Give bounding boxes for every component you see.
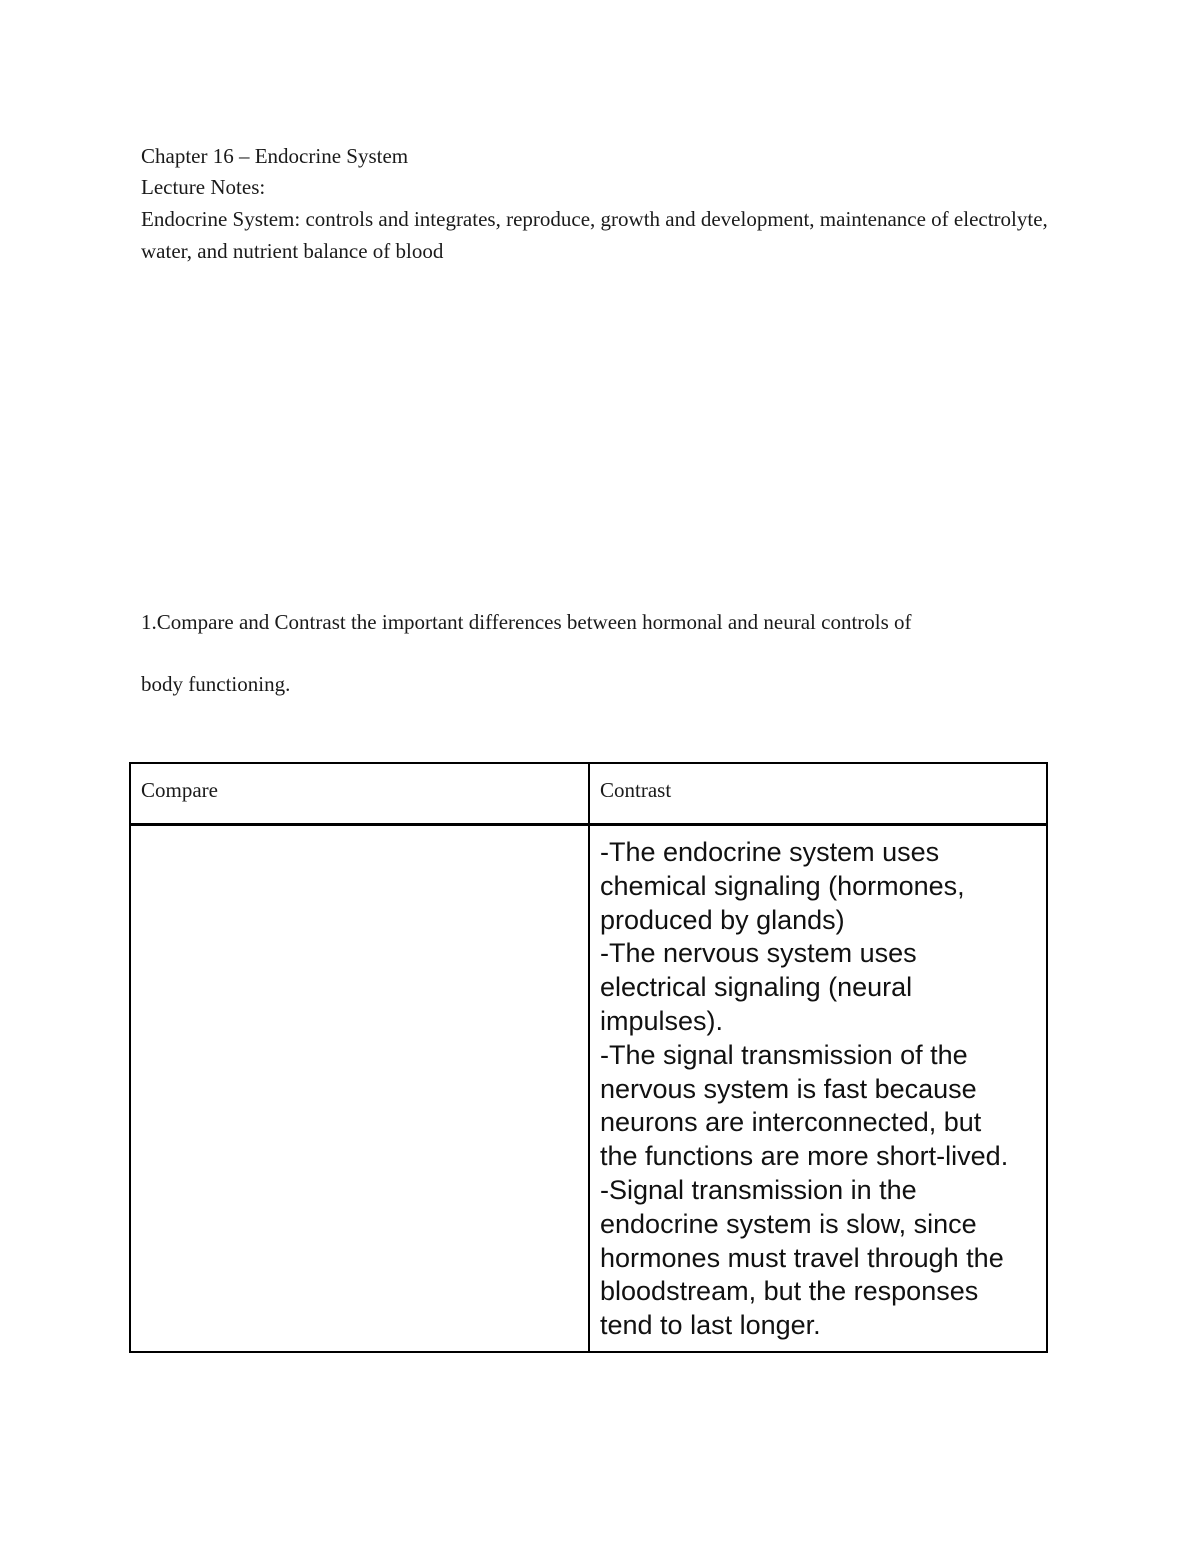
endocrine-definition: Endocrine System: controls and integrates, reproduce, growth and development, maintenance of electrolyte, water, and nutrient balance of blood (141, 207, 1048, 263)
compare-contrast-table (129, 762, 1048, 1353)
question-line-2: body functioning. (141, 672, 291, 696)
section-label: Lecture Notes: (141, 175, 266, 199)
contrast-header: Contrast (589, 763, 1047, 825)
contrast-cell (589, 825, 1047, 1352)
contrast-item-nervous-speed: -The signal transmission of the nervous system is fast because neurons are interconnected, but the functions are more short-lived. (600, 1039, 1009, 1172)
contrast-item-endocrine-speed: -Signal transmission in the endocrine system is slow, since hormones must travel through the bloodstream, but the responses tend to last longer. (600, 1174, 1004, 1341)
question-1 (141, 606, 1061, 700)
contrast-item-endocrine-chemical: -The endocrine system uses chemical signaling (hormones, produced by glands) (600, 837, 965, 935)
lecture-header (141, 141, 1061, 267)
table-header-row (130, 763, 1047, 825)
chapter-title: Chapter 16 – Endocrine System (141, 144, 409, 168)
question-line-1: 1.Compare and Contrast the important differences between hormonal and neural controls of (141, 610, 912, 634)
table-row (130, 825, 1047, 1352)
compare-header: Compare (130, 763, 589, 825)
compare-cell (130, 825, 589, 1352)
contrast-item-nervous-electrical: -The nervous system uses electrical signaling (neural impulses). (600, 938, 917, 1036)
